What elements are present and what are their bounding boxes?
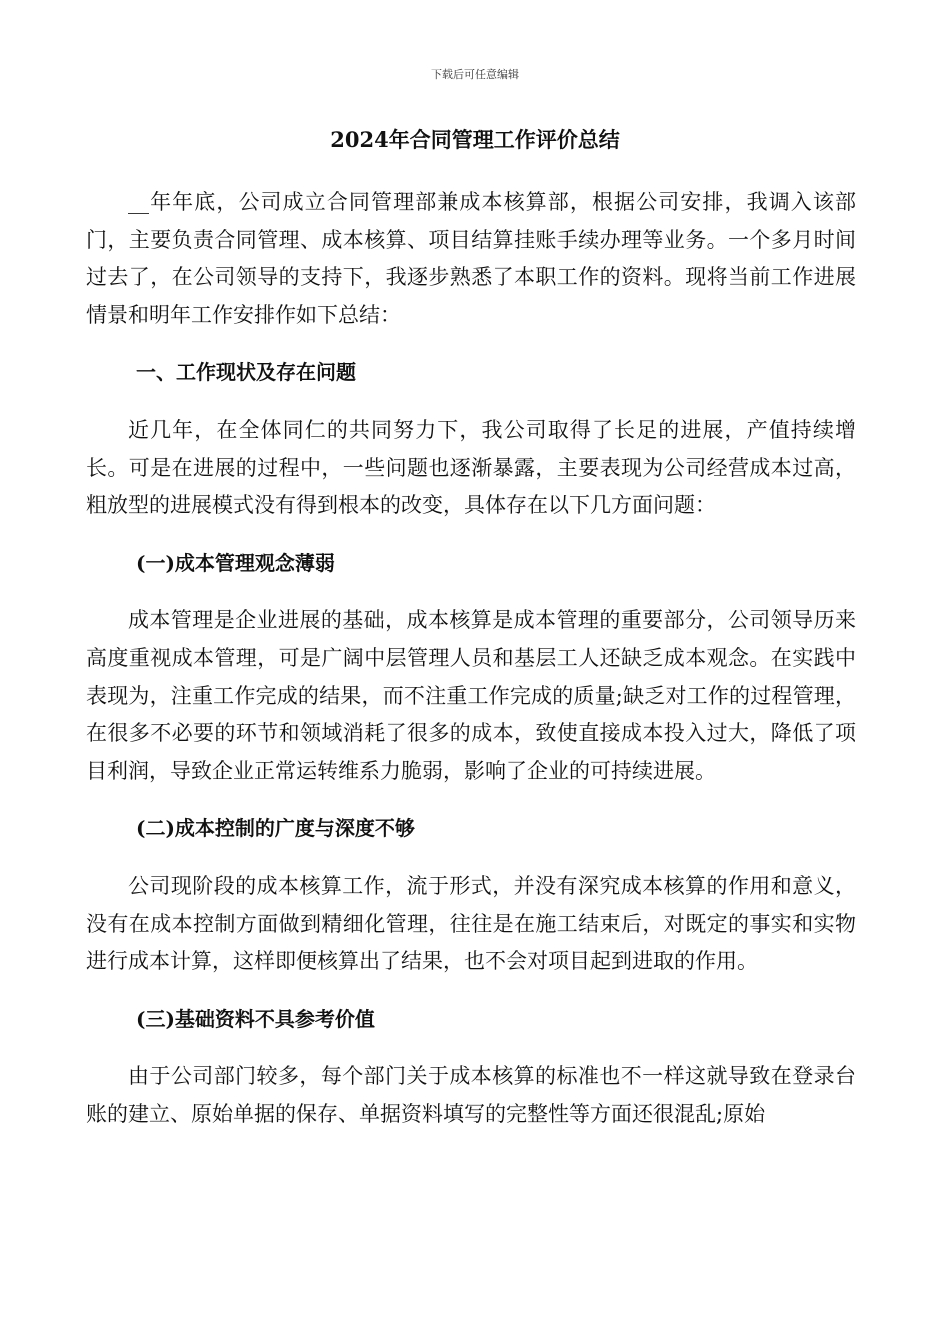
subsection-heading-3: (三)基础资料不具参考价值: [136, 1006, 375, 1031]
subsection-paragraph-3: 由于公司部门较多，每个部门关于成本核算的标准也不一样这就导致在登录台账的建立、原始单据的保存、单据资料填写的完整性等方面还很混乱;原始: [86, 1064, 856, 1126]
subsection-heading-1: (一)成本管理观念薄弱: [136, 550, 335, 575]
spacer: [86, 392, 856, 412]
intro-paragraph: __年年底，公司成立合同管理部兼成本核算部，根据公司安排，我调入该部门，主要负责合同管理、成本核算、项目结算挂账手续办理等业务。一个多月时间过去了，在公司领导的支持下，我逐步熟悉了本职工作的资料。现将当前工作进展情景和明年工作安排作如下总结：: [86, 190, 856, 327]
document-body: [86, 184, 856, 1133]
subsection-paragraph-2: 公司现阶段的成本核算工作，流于形式，并没有深究成本核算的作用和意义，没有在成本控制方面做到精细化管理，往往是在施工结束后，对既定的事实和实物进行成本计算，这样即便核算出了结果，也不会对项目起到进取的作用。: [86, 873, 856, 974]
spacer: [86, 790, 856, 810]
spacer: [86, 1038, 856, 1058]
subsection-heading-2: (二)成本控制的广度与深度不够: [136, 816, 415, 841]
spacer: [86, 981, 856, 1001]
spacer: [86, 525, 856, 545]
section-heading-1: 一、工作现状及存在问题: [136, 360, 356, 385]
header-note: 下载后可任意编辑: [431, 68, 519, 81]
section-paragraph-1: 近几年，在全体同仁的共同努力下，我公司取得了长足的进展，产值持续增长。可是在进展的过程中，一些问题也逐渐暴露，主要表现为公司经营成本过高，粗放型的进展模式没有得到根本的改变，具体存在以下几方面问题：: [86, 417, 856, 518]
spacer: [86, 334, 856, 354]
subsection-paragraph-1: 成本管理是企业进展的基础，成本核算是成本管理的重要部分，公司领导历来高度重视成本管理，可是广阔中层管理人员和基层工人还缺乏成本观念。在实践中表现为，注重工作完成的结果，而不注重工作完成的质量;缺乏对工作的过程管理，在很多不必要的环节和领域消耗了很多的成本，致使直接成本投入过大，降低了项目利润，导致企业正常运转维系力脆弱，影响了企业的可持续进展。: [86, 608, 856, 783]
document-title: 2024年合同管理工作评价总结: [330, 127, 620, 152]
spacer: [86, 582, 856, 602]
spacer: [86, 848, 856, 868]
